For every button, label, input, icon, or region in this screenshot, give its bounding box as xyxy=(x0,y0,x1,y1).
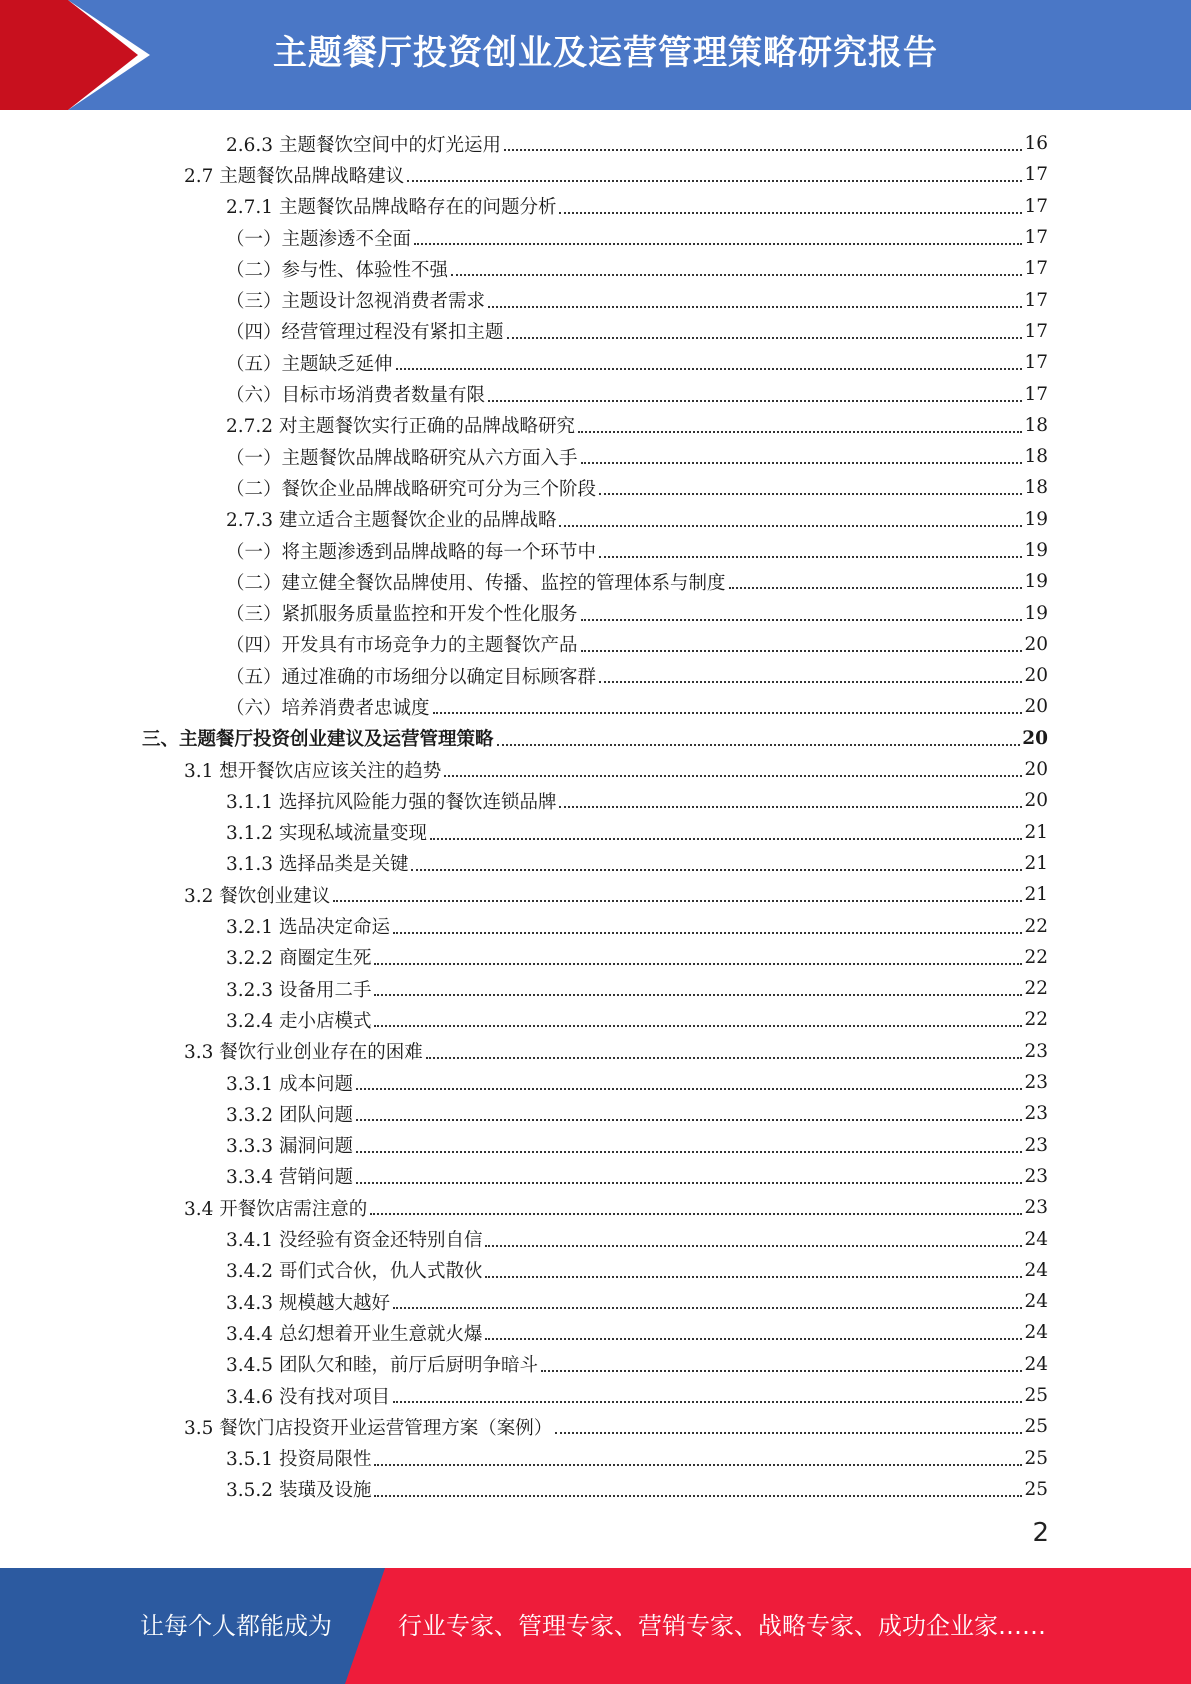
toc-dot-leader xyxy=(333,899,1022,902)
toc-entry-label: 3.3.3 漏洞问题 xyxy=(226,1136,353,1158)
toc-entry-page: 18 xyxy=(1024,414,1048,436)
toc-dot-leader xyxy=(559,524,1022,527)
toc-entry-page: 22 xyxy=(1024,915,1048,937)
toc-entry-page: 23 xyxy=(1024,1134,1048,1156)
toc-dot-leader xyxy=(559,211,1022,214)
toc-entry-label: （四）经营管理过程没有紧扣主题 xyxy=(226,322,504,344)
toc-dot-leader xyxy=(578,430,1022,433)
toc-entry[interactable] xyxy=(0,629,1191,660)
toc-dot-leader xyxy=(485,1337,1022,1340)
toc-entry-page: 25 xyxy=(1024,1447,1048,1469)
toc-entry-label: （三）紧抓服务质量监控和开发个性化服务 xyxy=(226,604,578,626)
toc-entry[interactable] xyxy=(0,723,1191,754)
toc-entry-label: （二）餐饮企业品牌战略研究可分为三个阶段 xyxy=(226,478,597,500)
toc-dot-leader xyxy=(407,179,1022,182)
toc-entry[interactable] xyxy=(0,284,1191,315)
toc-entry-page: 17 xyxy=(1024,195,1048,217)
toc-dot-leader xyxy=(356,1181,1023,1184)
toc-entry[interactable] xyxy=(0,1130,1191,1161)
toc-entry-page: 16 xyxy=(1024,133,1048,155)
toc-entry-label: 三、主题餐厅投资创业建议及运营管理策略 xyxy=(142,729,494,751)
toc-dot-leader xyxy=(581,461,1023,464)
toc-entry-label: （六）目标市场消费者数量有限 xyxy=(226,385,486,407)
toc-entry-page: 20 xyxy=(1024,790,1048,812)
toc-entry-label: （六）培养消费者忠诚度 xyxy=(226,697,430,719)
toc-entry-label: 3.1 想开餐饮店应该关注的趋势 xyxy=(184,760,442,782)
toc-dot-leader xyxy=(374,1024,1022,1027)
toc-entry[interactable] xyxy=(0,253,1191,284)
toc-entry-page: 25 xyxy=(1024,1416,1048,1438)
toc-entry-label: 3.1.1 选择抗风险能力强的餐饮连锁品牌 xyxy=(226,791,557,813)
toc-entry-page: 22 xyxy=(1024,978,1048,1000)
toc-entry[interactable] xyxy=(0,942,1191,973)
toc-entry-page: 21 xyxy=(1024,852,1048,874)
toc-entry-label: 3.2 餐饮创业建议 xyxy=(184,885,331,907)
toc-entry[interactable] xyxy=(0,1442,1191,1473)
toc-entry[interactable] xyxy=(0,1411,1191,1442)
toc-entry-page: 17 xyxy=(1024,227,1048,249)
toc-entry-page: 20 xyxy=(1024,759,1048,781)
toc-entry[interactable] xyxy=(0,1380,1191,1411)
toc-entry-page: 18 xyxy=(1024,477,1048,499)
toc-dot-leader xyxy=(411,868,1022,871)
toc-entry[interactable] xyxy=(0,785,1191,816)
toc-entry-page: 20 xyxy=(1024,696,1048,718)
toc-entry-label: （四）开发具有市场竞争力的主题餐饮产品 xyxy=(226,635,578,657)
toc-dot-leader xyxy=(599,555,1022,558)
toc-entry-label: 3.4.5 团队欠和睦，前厅后厨明争暗斗 xyxy=(226,1355,538,1377)
toc-entry-label: （五）通过准确的市场细分以确定目标顾客群 xyxy=(226,666,597,688)
toc-entry-page: 17 xyxy=(1024,164,1048,186)
toc-entry-label: 2.7.2 对主题餐饮实行正确的品牌战略研究 xyxy=(226,416,575,438)
toc-entry-label: （一）主题餐饮品牌战略研究从六方面入手 xyxy=(226,447,578,469)
toc-entry-label: 3.5.1 投资局限性 xyxy=(226,1449,372,1471)
toc-entry-label: 3.3.2 团队问题 xyxy=(226,1104,353,1126)
toc-entry[interactable] xyxy=(0,1286,1191,1317)
toc-entry[interactable] xyxy=(0,1098,1191,1129)
toc-entry-label: 2.6.3 主题餐饮空间中的灯光运用 xyxy=(226,134,501,156)
toc-dot-leader xyxy=(581,649,1023,652)
toc-entry-label: 3.2.4 走小店模式 xyxy=(226,1010,372,1032)
footer-slogan-left: 让每个人都能成为 xyxy=(140,1612,332,1640)
toc-entry-page: 24 xyxy=(1024,1259,1048,1281)
page-number: 2 xyxy=(1032,1518,1049,1548)
toc-entry-page: 24 xyxy=(1024,1228,1048,1250)
toc-dot-leader xyxy=(414,242,1022,245)
toc-entry[interactable] xyxy=(0,441,1191,472)
toc-dot-leader xyxy=(430,837,1022,840)
toc-entry-page: 20 xyxy=(1024,665,1048,687)
header-banner xyxy=(0,0,1191,110)
toc-entry-page: 23 xyxy=(1024,1197,1048,1219)
toc-dot-leader xyxy=(541,1369,1022,1372)
table-of-contents xyxy=(0,128,1191,1505)
toc-entry-page: 17 xyxy=(1024,352,1048,374)
toc-entry-page: 24 xyxy=(1024,1291,1048,1313)
header-red-arrow-icon xyxy=(68,0,138,110)
toc-entry[interactable] xyxy=(0,1192,1191,1223)
toc-entry[interactable] xyxy=(0,535,1191,566)
toc-entry[interactable] xyxy=(0,1317,1191,1348)
toc-dot-leader xyxy=(451,273,1022,276)
toc-dot-leader xyxy=(374,1494,1022,1497)
toc-dot-leader xyxy=(444,774,1022,777)
toc-entry[interactable] xyxy=(0,410,1191,441)
toc-entry-page: 20 xyxy=(1024,633,1048,655)
toc-entry-label: 3.1.2 实现私域流量变现 xyxy=(226,823,427,845)
toc-entry-page: 18 xyxy=(1024,446,1048,468)
toc-entry-page: 17 xyxy=(1024,383,1048,405)
toc-entry-page: 17 xyxy=(1024,258,1048,280)
toc-entry[interactable] xyxy=(0,597,1191,628)
toc-dot-leader xyxy=(374,993,1022,996)
footer-slogan-right: 行业专家、管理专家、营销专家、战略专家、成功企业家…… xyxy=(398,1612,1046,1640)
toc-entry-page: 19 xyxy=(1024,602,1048,624)
toc-dot-leader xyxy=(356,1150,1023,1153)
toc-entry-page: 17 xyxy=(1024,320,1048,342)
toc-entry-page: 20 xyxy=(1022,727,1048,749)
toc-entry[interactable] xyxy=(0,910,1191,941)
toc-entry-label: 2.7.3 建立适合主题餐饮企业的品牌战略 xyxy=(226,510,557,532)
toc-dot-leader xyxy=(356,1087,1023,1090)
toc-dot-leader xyxy=(485,1244,1022,1247)
toc-dot-leader xyxy=(370,1212,1022,1215)
toc-entry-label: 2.7 主题餐饮品牌战略建议 xyxy=(184,165,405,187)
toc-entry-label: 3.5 餐饮门店投资开业运营管理方案（案例） xyxy=(184,1417,553,1439)
toc-entry-page: 25 xyxy=(1024,1478,1048,1500)
toc-entry[interactable] xyxy=(0,1349,1191,1380)
toc-entry[interactable] xyxy=(0,660,1191,691)
toc-entry[interactable] xyxy=(0,566,1191,597)
toc-entry[interactable] xyxy=(0,973,1191,1004)
toc-entry[interactable] xyxy=(0,1474,1191,1505)
toc-entry-page: 22 xyxy=(1024,946,1048,968)
toc-entry-page: 21 xyxy=(1024,884,1048,906)
toc-entry[interactable] xyxy=(0,159,1191,190)
toc-entry[interactable] xyxy=(0,128,1191,159)
toc-entry-page: 24 xyxy=(1024,1353,1048,1375)
footer-banner xyxy=(0,1568,1191,1684)
toc-entry[interactable] xyxy=(0,347,1191,378)
toc-dot-leader xyxy=(433,711,1023,714)
toc-dot-leader xyxy=(581,618,1023,621)
toc-dot-leader xyxy=(507,336,1023,339)
header-red-block xyxy=(0,0,68,110)
toc-dot-leader xyxy=(729,586,1023,589)
toc-entry-page: 23 xyxy=(1024,1103,1048,1125)
toc-dot-leader xyxy=(374,1463,1022,1466)
toc-entry-page: 24 xyxy=(1024,1322,1048,1344)
toc-entry-label: （二）建立健全餐饮品牌使用、传播、监控的管理体系与制度 xyxy=(226,572,726,594)
toc-entry-label: （五）主题缺乏延伸 xyxy=(226,353,393,375)
toc-dot-leader xyxy=(497,743,1021,746)
toc-entry-label: 3.4.1 没经验有资金还特别自信 xyxy=(226,1230,483,1252)
toc-entry[interactable] xyxy=(0,191,1191,222)
toc-dot-leader xyxy=(504,148,1022,151)
toc-entry-label: 3.4.3 规模越大越好 xyxy=(226,1292,390,1314)
report-title: 主题餐厅投资创业及运营管理策略研究报告 xyxy=(273,33,938,73)
toc-dot-leader xyxy=(426,1056,1023,1059)
toc-entry-label: 3.1.3 选择品类是关键 xyxy=(226,854,409,876)
toc-dot-leader xyxy=(559,805,1022,808)
toc-entry-label: 3.2.3 设备用二手 xyxy=(226,979,372,1001)
toc-entry[interactable] xyxy=(0,817,1191,848)
toc-entry-page: 21 xyxy=(1024,821,1048,843)
toc-entry[interactable] xyxy=(0,879,1191,910)
toc-entry-label: 3.4.6 没有找对项目 xyxy=(226,1386,390,1408)
toc-entry-page: 23 xyxy=(1024,1040,1048,1062)
toc-entry-page: 19 xyxy=(1024,540,1048,561)
toc-entry-label: 3.3 餐饮行业创业存在的困难 xyxy=(184,1042,423,1064)
toc-entry-label: 3.4.4 总幻想着开业生意就火爆 xyxy=(226,1323,483,1345)
toc-entry[interactable] xyxy=(0,1161,1191,1192)
toc-dot-leader xyxy=(599,492,1022,495)
toc-dot-leader xyxy=(488,399,1022,402)
toc-entry-label: 3.2.2 商圈定生死 xyxy=(226,948,372,970)
toc-entry[interactable] xyxy=(0,222,1191,253)
toc-dot-leader xyxy=(488,305,1022,308)
toc-entry-page: 19 xyxy=(1024,571,1048,593)
toc-entry-label: 3.3.1 成本问题 xyxy=(226,1073,353,1095)
toc-entry-page: 19 xyxy=(1024,508,1048,530)
toc-entry-label: 3.4.2 哥们式合伙，仇人式散伙 xyxy=(226,1261,483,1283)
toc-entry-label: 3.4 开餐饮店需注意的 xyxy=(184,1198,368,1220)
toc-entry-page: 17 xyxy=(1024,289,1048,311)
toc-dot-leader xyxy=(374,962,1022,965)
toc-dot-leader xyxy=(393,1400,1022,1403)
toc-entry-label: 3.2.1 选品决定命运 xyxy=(226,917,390,939)
toc-entry[interactable] xyxy=(0,691,1191,722)
toc-entry-label: （一）将主题渗透到品牌战略的每一个环节中 xyxy=(226,541,597,563)
toc-dot-leader xyxy=(396,367,1023,370)
toc-entry[interactable] xyxy=(0,378,1191,409)
toc-entry[interactable] xyxy=(0,504,1191,535)
toc-entry[interactable] xyxy=(0,1223,1191,1254)
toc-entry-label: 3.3.4 营销问题 xyxy=(226,1167,353,1189)
toc-dot-leader xyxy=(599,680,1022,683)
toc-entry-label: 2.7.1 主题餐饮品牌战略存在的问题分析 xyxy=(226,197,557,219)
toc-dot-leader xyxy=(393,931,1022,934)
toc-entry-page: 22 xyxy=(1024,1009,1048,1031)
toc-dot-leader xyxy=(356,1118,1023,1121)
footer-blue-slant xyxy=(345,1568,385,1684)
toc-entry[interactable] xyxy=(0,1067,1191,1098)
toc-entry[interactable] xyxy=(0,472,1191,503)
toc-entry-page: 23 xyxy=(1024,1165,1048,1187)
toc-entry-label: （一）主题渗透不全面 xyxy=(226,228,412,250)
toc-entry[interactable] xyxy=(0,754,1191,785)
toc-dot-leader xyxy=(555,1431,1022,1434)
toc-entry-page: 25 xyxy=(1024,1385,1048,1407)
toc-dot-leader xyxy=(393,1306,1022,1309)
toc-entry[interactable] xyxy=(0,316,1191,347)
toc-entry[interactable] xyxy=(0,1036,1191,1067)
toc-entry-label: （三）主题设计忽视消费者需求 xyxy=(226,291,486,313)
toc-entry-label: （二）参与性、体验性不强 xyxy=(226,259,449,281)
toc-entry[interactable] xyxy=(0,848,1191,879)
toc-entry[interactable] xyxy=(0,1255,1191,1286)
toc-entry-page: 23 xyxy=(1024,1072,1048,1094)
toc-entry[interactable] xyxy=(0,1004,1191,1035)
toc-entry-label: 3.5.2 装璜及设施 xyxy=(226,1480,372,1502)
toc-dot-leader xyxy=(485,1275,1022,1278)
